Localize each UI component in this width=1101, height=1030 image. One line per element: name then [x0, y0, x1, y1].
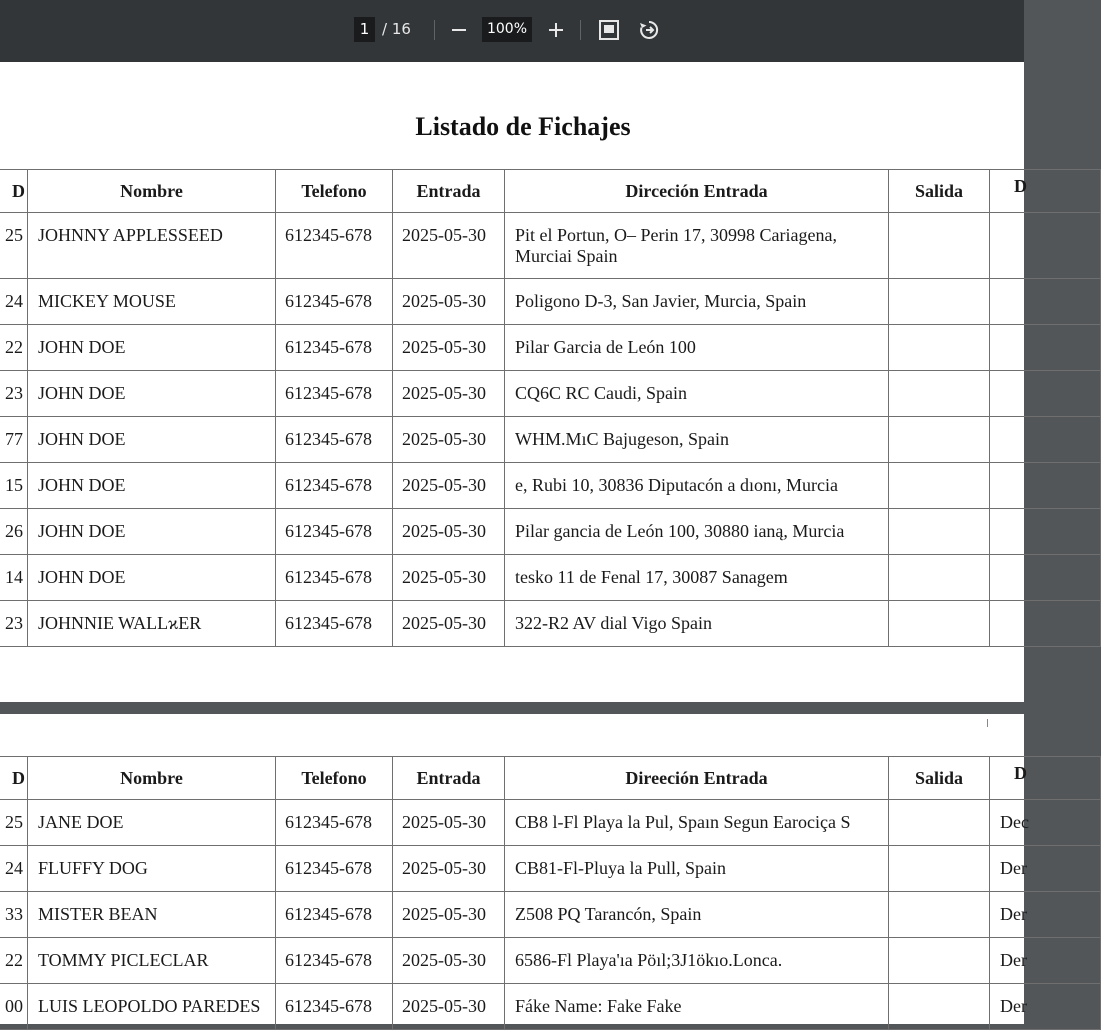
- table-row: [0, 938, 1101, 984]
- pdf-page-1: [0, 62, 1027, 702]
- cell-direccion: CB8 l-Fl Playa la Pul, Spaın Segun Earociça S: [505, 800, 889, 846]
- table-row: [0, 892, 1101, 938]
- cell-entrada: 2025-05-30: [393, 846, 505, 892]
- fichajes-table-page-1: [0, 169, 1101, 647]
- fit-page-button[interactable]: [594, 15, 624, 45]
- cell-salida: [889, 417, 990, 463]
- table-row: [0, 800, 1101, 846]
- cell-entrada: 2025-05-30: [393, 892, 505, 938]
- cell-salida: [889, 325, 990, 371]
- cell-extra: [990, 325, 1101, 371]
- cell-direccion: CQ6C RC Caudi, Spain: [505, 371, 889, 417]
- zoom-out-button[interactable]: [444, 15, 474, 45]
- table-row: [0, 279, 1101, 325]
- cell-id: 26: [0, 509, 28, 555]
- table-row: [0, 509, 1101, 555]
- plus-icon: [547, 21, 565, 39]
- cell-extra: [990, 463, 1101, 509]
- cell-nombre: JANE DOE: [28, 800, 276, 846]
- cell-salida: [889, 279, 990, 325]
- cell-nombre: MICKEY MOUSE: [28, 279, 276, 325]
- cell-id: 24: [0, 279, 28, 325]
- cell-salida: [889, 800, 990, 846]
- cell-telefono: 612345-678: [276, 325, 393, 371]
- cell-extra: Der: [990, 938, 1101, 984]
- cell-telefono: 612345-678: [276, 279, 393, 325]
- cell-telefono: 612345-678: [276, 892, 393, 938]
- cell-extra: [990, 417, 1101, 463]
- cell-extra: [990, 371, 1101, 417]
- cell-telefono: 612345-678: [276, 213, 393, 279]
- page-total: / 16: [382, 20, 411, 38]
- table-row: [0, 984, 1101, 1030]
- pdf-toolbar: [0, 0, 1024, 62]
- table-row: [0, 371, 1101, 417]
- cell-entrada: 2025-05-30: [393, 371, 505, 417]
- col-header-nombre: Nombre: [28, 757, 276, 800]
- cell-entrada: 2025-05-30: [393, 509, 505, 555]
- cell-id: 25: [0, 213, 28, 279]
- cell-direccion: CB81-Fl-Pluya la Pull, Spain: [505, 846, 889, 892]
- cell-entrada: 2025-05-30: [393, 325, 505, 371]
- col-header-salida: Salida: [889, 170, 990, 213]
- table-row: [0, 325, 1101, 371]
- cell-extra: [990, 601, 1101, 647]
- table-row: [0, 417, 1101, 463]
- cell-entrada: 2025-05-30: [393, 279, 505, 325]
- table-row: [0, 463, 1101, 509]
- cell-id: 25: [0, 800, 28, 846]
- cell-nombre: JOHN DOE: [28, 417, 276, 463]
- cell-nombre: MISTER BEAN: [28, 892, 276, 938]
- page-number-input[interactable]: 1: [354, 17, 375, 42]
- cell-salida: [889, 601, 990, 647]
- cell-salida: [889, 371, 990, 417]
- cell-telefono: 612345-678: [276, 846, 393, 892]
- cell-telefono: 612345-678: [276, 800, 393, 846]
- cell-entrada: 2025-05-30: [393, 984, 505, 1030]
- table-header-row: [0, 170, 1101, 213]
- pdf-page-2: [0, 714, 1029, 1024]
- cell-salida: [889, 463, 990, 509]
- cell-id: 23: [0, 371, 28, 417]
- col-header-entrada: Entrada: [393, 757, 505, 800]
- cell-entrada: 2025-05-30: [393, 417, 505, 463]
- cell-nombre: JOHN DOE: [28, 463, 276, 509]
- cell-nombre: JOHNNY APPLESSEED: [28, 213, 276, 279]
- col-header-entrada: Entrada: [393, 170, 505, 213]
- rotate-button[interactable]: [634, 15, 664, 45]
- cell-id: 14: [0, 555, 28, 601]
- document-title: Listado de Fichajes: [415, 112, 631, 141]
- rotate-icon: [638, 19, 660, 41]
- cell-nombre: FLUFFY DOG: [28, 846, 276, 892]
- cell-telefono: 612345-678: [276, 371, 393, 417]
- cell-entrada: 2025-05-30: [393, 555, 505, 601]
- cell-nombre: JOHN DOE: [28, 555, 276, 601]
- col-header-telefono: Telefono: [276, 170, 393, 213]
- cell-direccion: WHM.MıC Bajugeson, Spain: [505, 417, 889, 463]
- cell-direccion: Pit el Portun, O– Perin 17, 30998 Cariagena, Murciai Spain: [505, 213, 889, 279]
- cell-entrada: 2025-05-30: [393, 938, 505, 984]
- cell-id: 22: [0, 325, 28, 371]
- cell-id: 77: [0, 417, 28, 463]
- fichajes-table-page-2: [0, 756, 1101, 1030]
- cell-direccion: Pilar Garcia de León 100: [505, 325, 889, 371]
- cell-nombre: JOHN DOE: [28, 371, 276, 417]
- cell-nombre: JOHN DOE: [28, 509, 276, 555]
- col-header-salida: Salida: [889, 757, 990, 800]
- cell-extra: Der: [990, 892, 1101, 938]
- cell-extra: [990, 279, 1101, 325]
- cell-salida: [889, 213, 990, 279]
- cell-id: 00: [0, 984, 28, 1030]
- table-row: [0, 846, 1101, 892]
- cell-telefono: 612345-678: [276, 938, 393, 984]
- col-header-extra: D: [990, 757, 1101, 800]
- table-header-row: [0, 757, 1101, 800]
- cell-id: 15: [0, 463, 28, 509]
- cell-telefono: 612345-678: [276, 984, 393, 1030]
- cell-entrada: 2025-05-30: [393, 800, 505, 846]
- cell-entrada: 2025-05-30: [393, 463, 505, 509]
- cell-extra: Dec: [990, 800, 1101, 846]
- zoom-in-button[interactable]: [541, 15, 571, 45]
- cell-id: 24: [0, 846, 28, 892]
- page-mark: [987, 719, 988, 727]
- toolbar-divider: [580, 20, 581, 40]
- cell-salida: [889, 555, 990, 601]
- cell-extra: [990, 555, 1101, 601]
- cell-direccion: Fáke Name: Fake Fake: [505, 984, 889, 1030]
- cell-telefono: 612345-678: [276, 417, 393, 463]
- table-row: [0, 601, 1101, 647]
- cell-entrada: 2025-05-30: [393, 601, 505, 647]
- cell-extra: Der: [990, 984, 1101, 1030]
- cell-nombre: TOMMY PICLECLAR: [28, 938, 276, 984]
- cell-extra: Der: [990, 846, 1101, 892]
- cell-nombre: LUIS LEOPOLDO PAREDES: [28, 984, 276, 1030]
- col-header-id: D: [0, 757, 28, 800]
- zoom-input[interactable]: 100%: [482, 17, 532, 42]
- minus-icon: [450, 21, 468, 39]
- cell-id: 33: [0, 892, 28, 938]
- cell-salida: [889, 892, 990, 938]
- cell-direccion: e, Rubi 10, 30836 Diputacón a dıonı, Murcia: [505, 463, 889, 509]
- cell-telefono: 612345-678: [276, 463, 393, 509]
- cell-salida: [889, 938, 990, 984]
- cell-direccion: Poligono D-3, San Javier, Murcia, Spain: [505, 279, 889, 325]
- cell-telefono: 612345-678: [276, 601, 393, 647]
- cell-telefono: 612345-678: [276, 509, 393, 555]
- cell-id: 22: [0, 938, 28, 984]
- fit-page-icon: [598, 19, 620, 41]
- cell-entrada: 2025-05-30: [393, 213, 505, 279]
- cell-direccion: 6586-Fl Playa'ıa Pöıl;3J1ökıo.Lonca.: [505, 938, 889, 984]
- cell-nombre: JOHN DOE: [28, 325, 276, 371]
- cell-salida: [889, 846, 990, 892]
- cell-extra: [990, 509, 1101, 555]
- cell-direccion: Z508 PQ Tarancón, Spain: [505, 892, 889, 938]
- cell-extra: [990, 213, 1101, 279]
- cell-salida: [889, 984, 990, 1030]
- cell-id: 23: [0, 601, 28, 647]
- cell-nombre: JOHNNIE WALLϰER: [28, 601, 276, 647]
- cell-direccion: 322-R2 AV dial Vigo Spain: [505, 601, 889, 647]
- col-header-id: D: [0, 170, 28, 213]
- col-header-direccion: Direeción Entrada: [505, 757, 889, 800]
- col-header-telefono: Telefono: [276, 757, 393, 800]
- table-row: [0, 555, 1101, 601]
- table-row: [0, 213, 1101, 279]
- toolbar-divider: [434, 20, 435, 40]
- cell-direccion: tesko 11 de Fenal 17, 30087 Sanagem: [505, 555, 889, 601]
- cell-telefono: 612345-678: [276, 555, 393, 601]
- cell-salida: [889, 509, 990, 555]
- col-header-nombre: Nombre: [28, 170, 276, 213]
- col-header-extra: D: [990, 170, 1101, 213]
- col-header-direccion: Dirceción Entrada: [505, 170, 889, 213]
- cell-direccion: Pilar gancia de León 100, 30880 ianą, Murcia: [505, 509, 889, 555]
